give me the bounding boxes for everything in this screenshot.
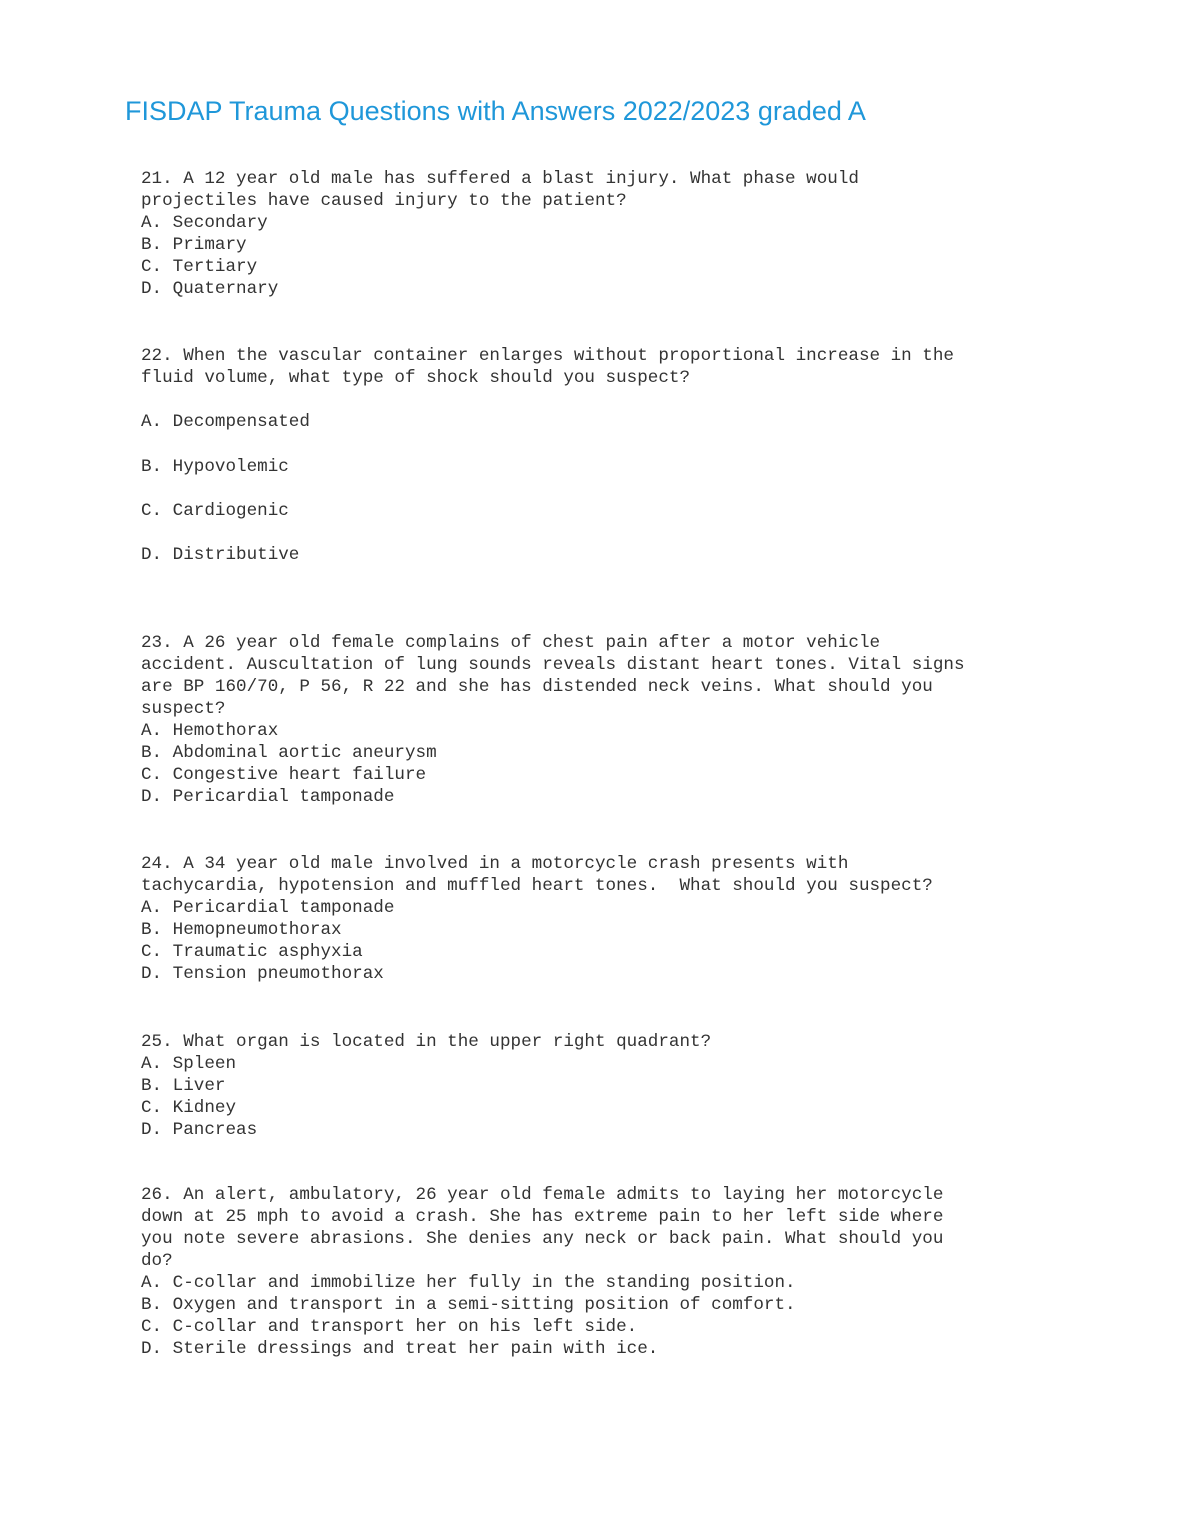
page-title: FISDAP Trauma Questions with Answers 2022/2023 graded A [125, 96, 866, 126]
question-stem: 23. A 26 year old female complains of chest pain after a motor vehicle accident. Auscultation of lung sounds reveals distant heart tones. Vital signs are BP 160/70, P 56, R 22 and she has distended neck veins. What should you suspect? [141, 633, 965, 719]
answer-option-d: D. Distributive [141, 545, 300, 566]
answer-option-c: C. Tertiary [141, 257, 258, 277]
question-26 [141, 1184, 1071, 1360]
question-21 [141, 168, 1071, 300]
answer-option-a: A. C-collar and immobilize her fully in the standing position. [141, 1273, 796, 1293]
question-stem: 24. A 34 year old male involved in a motorcycle crash presents with tachycardia, hypotension and muffled heart tones. What should you suspect? [141, 854, 933, 896]
answer-option-d: D. Sterile dressings and treat her pain with ice. [141, 1339, 659, 1359]
question-stem: 22. When the vascular container enlarges without proportional increase in the fluid volume, what type of shock should you suspect? [141, 346, 954, 388]
answer-option-c: C. Kidney [141, 1098, 237, 1118]
answer-option-b: B. Liver [141, 1076, 226, 1096]
question-23 [141, 632, 1071, 808]
answer-option-c: C. Congestive heart failure [141, 765, 427, 785]
answer-option-c: C. C-collar and transport her on his left side. [141, 1317, 638, 1337]
question-24 [141, 853, 1071, 985]
answer-option-c: C. Cardiogenic [141, 500, 289, 521]
answer-option-c: C. Traumatic asphyxia [141, 942, 363, 962]
answer-option-a: A. Decompensated [141, 412, 310, 433]
question-stem: 26. An alert, ambulatory, 26 year old female admits to laying her motorcycle down at 25 mph to avoid a crash. She has extreme pain to her left side where you note severe abrasions. She denies any neck or back pain. What should you do? [141, 1185, 944, 1271]
question-22 [141, 345, 1071, 566]
answer-option-b: B. Hemopneumothorax [141, 920, 342, 940]
answer-option-b: B. Primary [141, 235, 247, 255]
answer-option-b: B. Oxygen and transport in a semi-sitting position of comfort. [141, 1295, 796, 1315]
answer-option-d: D. Quaternary [141, 279, 279, 299]
answer-option-a: A. Spleen [141, 1054, 237, 1074]
answer-option-b: B. Hypovolemic [141, 456, 289, 477]
question-stem: 21. A 12 year old male has suffered a blast injury. What phase would projectiles have caused injury to the patient? [141, 169, 859, 211]
answer-option-a: A. Hemothorax [141, 721, 279, 741]
question-stem: 25. What organ is located in the upper right quadrant? [141, 1032, 712, 1052]
answer-option-d: D. Pericardial tamponade [141, 787, 395, 807]
answer-option-b: B. Abdominal aortic aneurysm [141, 743, 437, 763]
answer-option-d: D. Pancreas [141, 1120, 258, 1140]
answer-option-d: D. Tension pneumothorax [141, 964, 384, 984]
question-25 [141, 1031, 1071, 1141]
answer-option-a: A. Secondary [141, 213, 268, 233]
answer-option-a: A. Pericardial tamponade [141, 898, 395, 918]
